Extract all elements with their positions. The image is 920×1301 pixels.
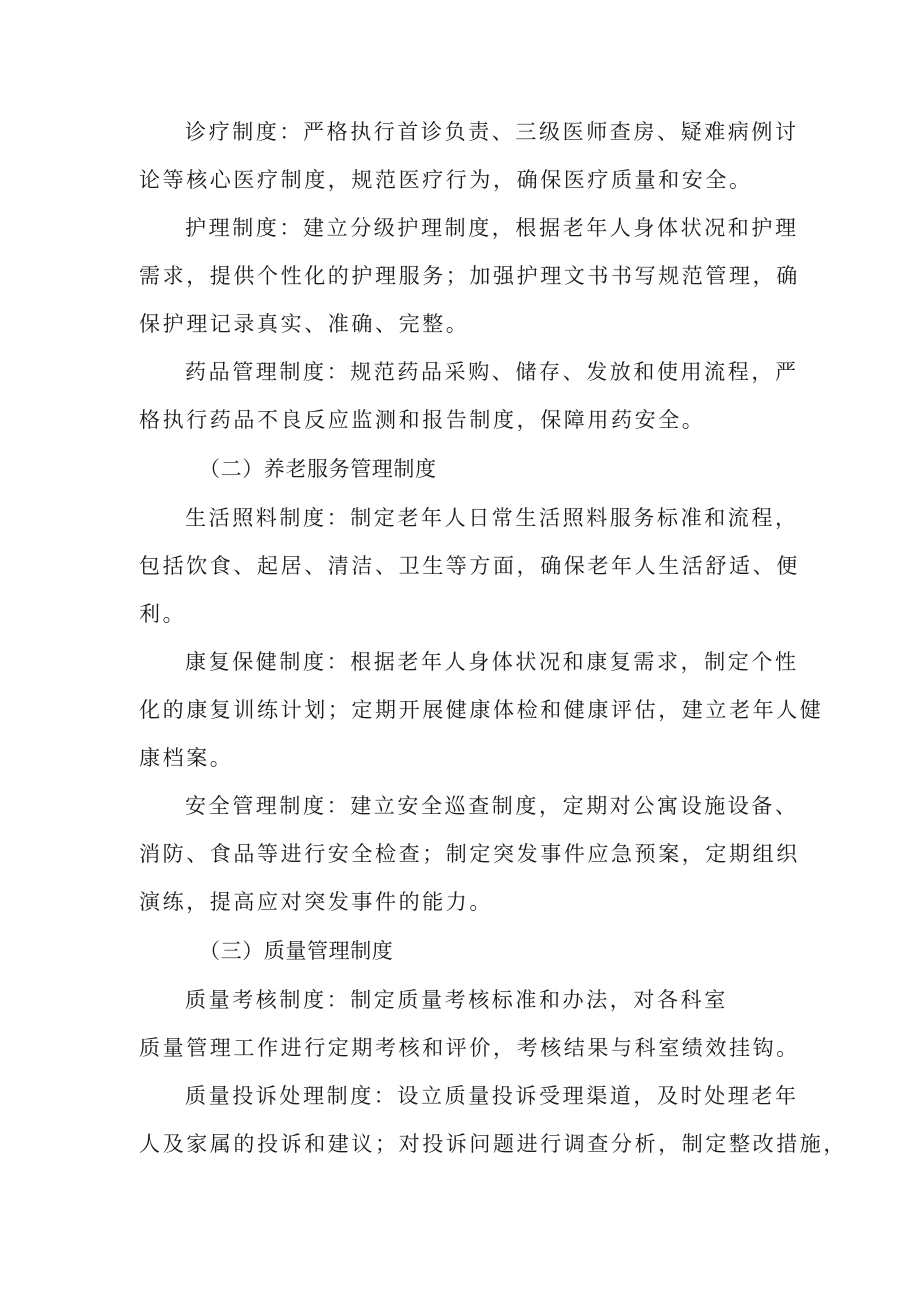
text-line: 生活照料制度：制定老年人日常生活照料服务标准和流程，	[185, 506, 799, 530]
text-line: 消防、食品等进行安全检查；制定突发事件应急预案，定期组织	[139, 842, 800, 866]
text-line: 康档案。	[139, 746, 234, 770]
text-line: 药品管理制度：规范药品采购、储存、发放和使用流程，严	[185, 360, 799, 384]
paragraph-quality-assessment	[139, 976, 800, 1072]
paragraph-rehabilitation	[139, 638, 824, 782]
text-line: 利。	[139, 602, 187, 626]
text-line: 质量管理工作进行定期考核和评价，考核结果与科室绩效挂钩。	[139, 1036, 800, 1060]
section-heading-elderly-care: （二）养老服务管理制度	[199, 457, 437, 481]
paragraph-safety-management	[139, 782, 800, 926]
paragraph-diagnosis-system	[139, 108, 799, 204]
paragraph-quality-complaints	[139, 1072, 847, 1168]
text-line: 诊疗制度：严格执行首诊负责、三级医师查房、疑难病例讨	[185, 120, 799, 144]
text-line: 康复保健制度：根据老年人身体状况和康复需求，制定个性	[185, 650, 799, 674]
text-line: 格执行药品不良反应监测和报告制度，保障用药安全。	[139, 408, 706, 432]
text-line: 演练，提高应对突发事件的能力。	[139, 890, 493, 914]
section-heading-quality: （三）质量管理制度	[199, 939, 394, 963]
text-line: 质量投诉处理制度：设立质量投诉受理渠道，及时处理老年	[185, 1084, 799, 1108]
paragraph-daily-care	[139, 494, 800, 638]
paragraph-drug-management	[139, 348, 799, 444]
text-line: 安全管理制度：建立安全巡查制度，定期对公寓设施设备、	[185, 794, 799, 818]
text-line: 人及家属的投诉和建议；对投诉问题进行调查分析，制定整改措施，	[139, 1132, 847, 1156]
paragraph-nursing-system	[139, 204, 800, 348]
text-line: 论等核心医疗制度，规范医疗行为，确保医疗质量和安全。	[139, 168, 753, 192]
text-line: 护理制度：建立分级护理制度，根据老年人身体状况和护理	[185, 216, 799, 240]
text-line: 需求，提供个性化的护理服务；加强护理文书书写规范管理，确	[139, 264, 800, 288]
text-line: 化的康复训练计划；定期开展健康体检和健康评估，建立老年人健	[139, 698, 824, 722]
text-line: 质量考核制度：制定质量考核标准和办法，对各科室	[185, 988, 728, 1012]
text-line: 保护理记录真实、准确、完整。	[139, 312, 470, 336]
text-line: 包括饮食、起居、清洁、卫生等方面，确保老年人生活舒适、便	[139, 554, 800, 578]
